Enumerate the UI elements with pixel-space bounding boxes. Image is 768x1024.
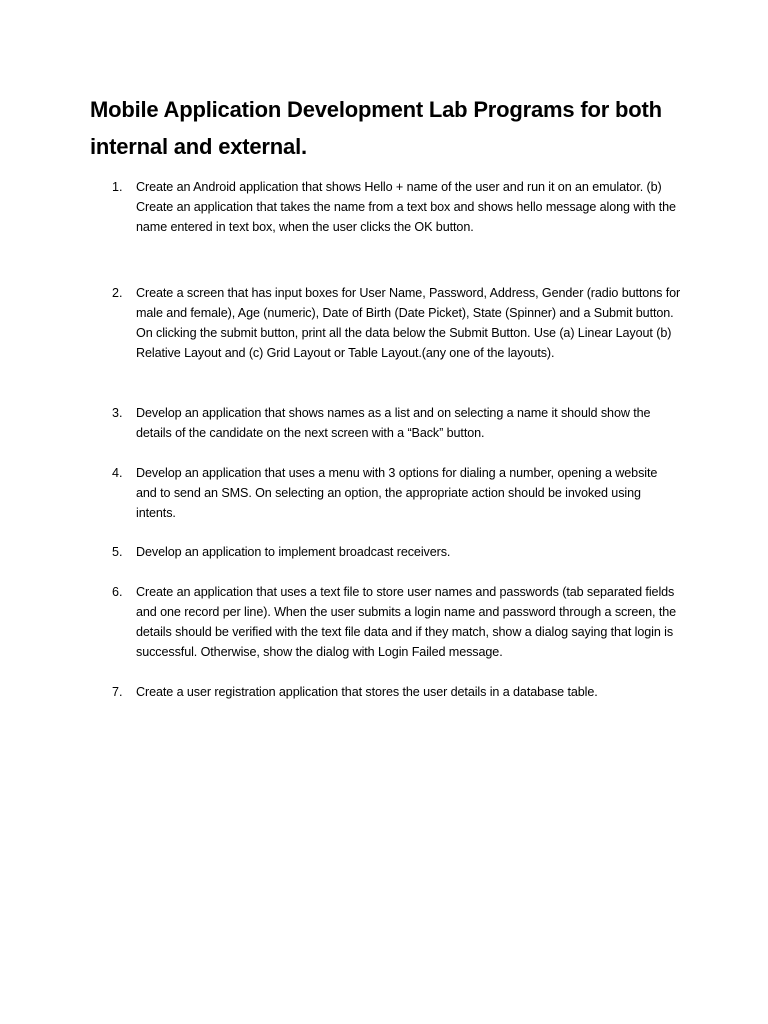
list-item-text: Create a screen that has input boxes for User Name, Password, Address, Gender (radio buttons for male and female), Age (numeric), Date of Birth (Date Picket), State (Spinner) and a Submit button. On clicking the submit button, print all the data below the Submit Button. Use (a) Linear Layout (b) Relative Layout and (c) Grid Layout or Table Layout.(any one of the layouts). [136,286,681,360]
list-item-text: Create an application that uses a text file to store user names and passwords (tab separated fields and one record per line). When the user submits a login name and password through a screen, the details should be verified with the text file data and if they match, show a dialog saying that login is successful. Otherwise, show the dialog with Login Failed message. [136,585,677,659]
list-item-number: 5. [112,545,123,559]
list-item-text: Create a user registration application that stores the user details in a database table. [136,685,598,699]
list-item-text: Develop an application that shows names as a list and on selecting a name it should show the details of the candidate on the next screen with a “Back” button. [136,406,651,440]
list-item-number: 7. [112,685,123,699]
list-item-text: Create an Android application that shows Hello + name of the user and run it on an emulator. (b) Create an application that takes the name from a text box and shows hello message along with the name entered in text box, when the user clicks the OK button. [136,180,676,234]
list-item-text: Develop an application to implement broadcast receivers. [136,545,451,559]
list-item-number: 6. [112,585,123,599]
list-item-number: 4. [112,466,123,480]
document-title: Mobile Application Development Lab Programs for both internal and external. [90,97,662,159]
list-item-text: Develop an application that uses a menu with 3 options for dialing a number, opening a website and to send an SMS. On selecting an option, the appropriate action should be invoked using intents. [136,466,658,520]
list-item-number: 3. [112,406,123,420]
list-item-number: 2. [112,286,123,300]
list-item-number: 1. [112,180,123,194]
